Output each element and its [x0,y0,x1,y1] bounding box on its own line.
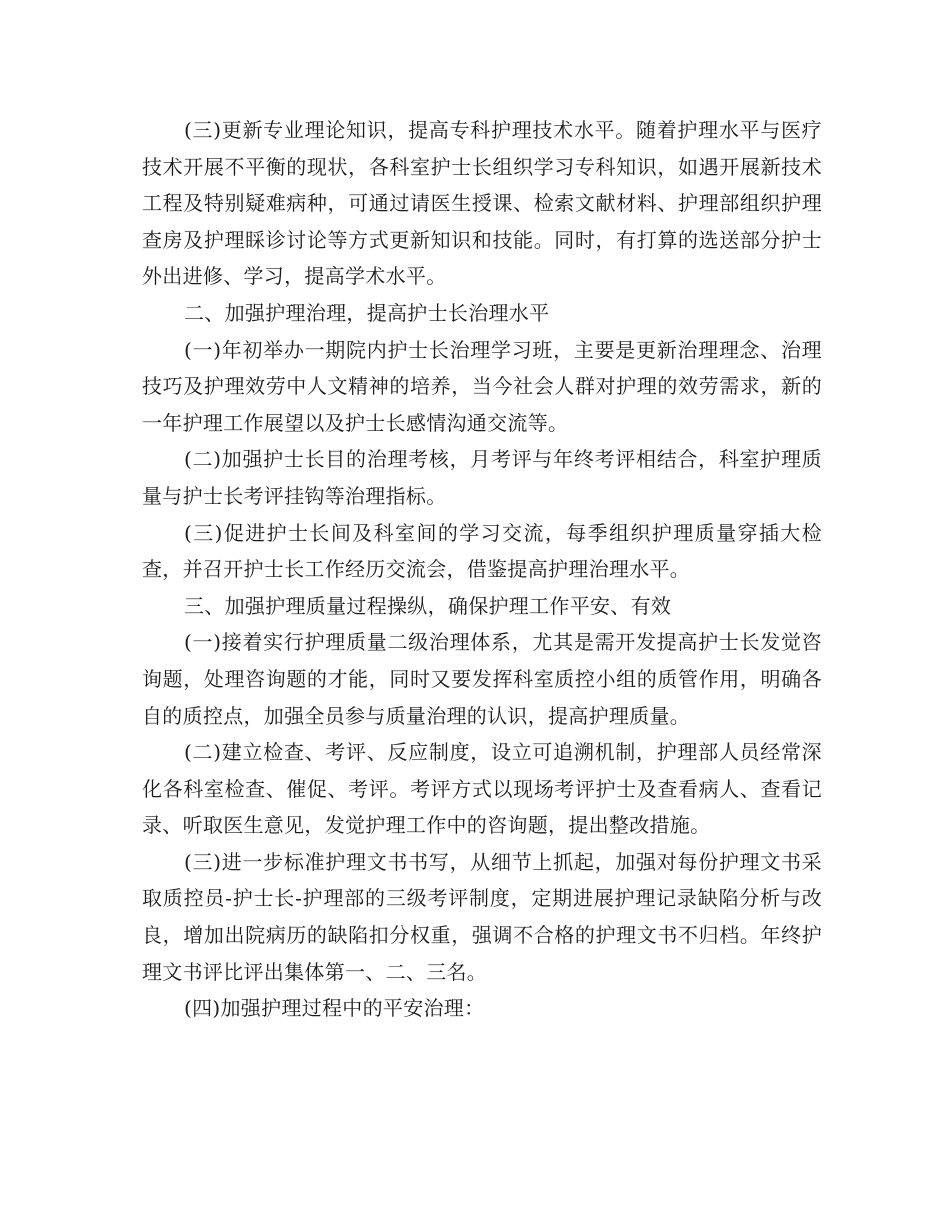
paragraph-target-assessment: (二)加强护士长目的治理考核，月考评与年终考评相结合，科室护理质量与护士长考评挂钩等治理指标。 [142,447,822,508]
paragraph-inspection-system: (二)建立检查、考评、反应制度，设立可追溯机制，护理部人员经常深化各科室检查、催促、考评。考评方式以现场考评护士及查看病人、查看记录、听取医生意见，发觉护理工作中的咨询题，提出整改措施。 [142,740,822,838]
section-heading-quality-control: 三、加强护理质量过程操纵，确保护理工作平安、有效 [184,593,672,618]
paragraph-training-class: (一)年初举办一期院内护士长治理学习班，主要是更新治理理念、治理技巧及护理效劳中人文精神的培养，当今社会人群对护理的效劳需求，新的一年护理工作展望以及护士长感情沟通交流等。 [142,337,822,435]
paragraph-document-standards: (三)进一步标准护理文书书写，从细节上抓起，加强对每份护理文书采取质控员-护士长-护理部的三级考评制度，定期进展护理记录缺陷分析与改良，增加出院病历的缺陷扣分权重，强调不合格的护理文书不归档。年终护理文书评比评出集体第一、二、三名。 [142,849,822,984]
section-heading-head-nurse-management: 二、加强护理治理，提高护士长治理水平 [184,300,550,325]
paragraph-update-knowledge: (三)更新专业理论知识，提高专科护理技术水平。随着护理水平与医疗技术开展不平衡的现状，各科室护士长组织学习专科知识，如遇开展新技术工程及特别疑难病种，可通过请医生授课、检索文献材料、护理部组织护理查房及护理睬诊讨论等方式更新知识和技能。同时，有打算的选送部分护士外出进修、学习，提高学术水平。 [142,118,822,289]
paragraph-safety-management: (四)加强护理过程中的平安治理： [184,996,485,1021]
paragraph-exchange: (三)促进护士长间及科室间的学习交流，每季组织护理质量穿插大检查，并召开护士长工作经历交流会，借鉴提高护理治理水平。 [142,520,822,582]
document-body [142,112,822,1027]
paragraph-two-level-system: (一)接着实行护理质量二级治理体系，尤其是需开发提高护士长发觉咨询题，处理咨询题的才能，同时又要发挥科室质控小组的质管作用，明确各自的质控点，加强全员参与质量治理的认识，提高护理质量。 [142,630,822,728]
